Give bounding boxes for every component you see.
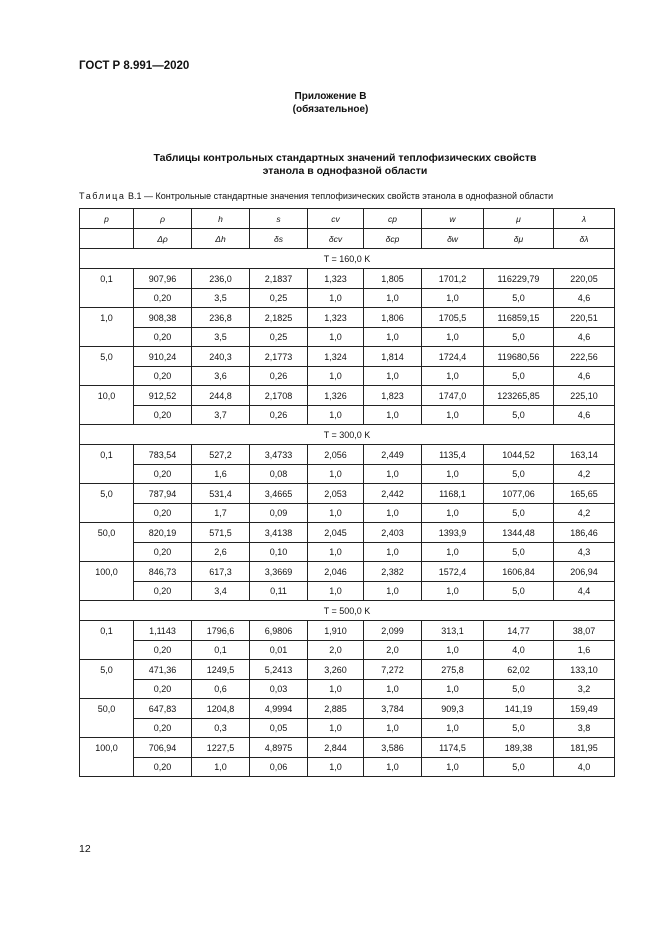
uncertainty-cell: 0,26	[250, 367, 308, 386]
uncertainty-cell: 1,0	[192, 758, 250, 777]
pressure-cell: 10,0	[80, 386, 134, 406]
uncertainty-row	[80, 367, 615, 386]
table-row	[80, 347, 615, 367]
column-header: w	[422, 209, 484, 229]
value-cell: 1,1143	[134, 621, 192, 641]
value-cell: 159,49	[554, 699, 615, 719]
uncertainty-cell: 0,20	[134, 582, 192, 601]
uncertainty-cell: 0,20	[134, 367, 192, 386]
value-cell: 4,9994	[250, 699, 308, 719]
uncertainty-cell: 0,20	[134, 289, 192, 308]
table-caption-label: Таблица	[79, 191, 126, 201]
uncertainty-cell: 5,0	[484, 328, 554, 347]
value-cell: 846,73	[134, 562, 192, 582]
value-cell: 123265,85	[484, 386, 554, 406]
uncertainty-row	[80, 719, 615, 738]
value-cell: 1174,5	[422, 738, 484, 758]
value-cell: 225,10	[554, 386, 615, 406]
uncertainty-cell: 1,0	[422, 582, 484, 601]
uncertainty-cell: 1,0	[364, 504, 422, 523]
uncertainty-cell: 0,20	[134, 465, 192, 484]
table-row	[80, 562, 615, 582]
uncertainty-cell: 0,03	[250, 680, 308, 699]
uncertainty-cell: 5,0	[484, 582, 554, 601]
column-header: p	[80, 209, 134, 229]
uncertainty-cell: 0,20	[134, 328, 192, 347]
table-row	[80, 699, 615, 719]
value-cell: 141,19	[484, 699, 554, 719]
uncertainty-cell: 0,20	[134, 504, 192, 523]
uncertainty-cell: 5,0	[484, 367, 554, 386]
uncertainty-cell: 5,0	[484, 406, 554, 425]
pressure-cell: 100,0	[80, 738, 134, 758]
table-row	[80, 386, 615, 406]
uncertainty-cell: 1,0	[422, 641, 484, 660]
value-cell: 1393,9	[422, 523, 484, 543]
value-cell: 186,46	[554, 523, 615, 543]
pressure-cell-empty	[80, 582, 134, 601]
table-row	[80, 445, 615, 465]
uncertainty-cell: 0,20	[134, 758, 192, 777]
uncertainty-cell: 0,1	[192, 641, 250, 660]
table-caption-text: — Контрольные стандартные значения теплофизических свойств этанола в однофазной области	[144, 191, 554, 201]
value-cell: 471,36	[134, 660, 192, 680]
value-cell: 38,07	[554, 621, 615, 641]
value-cell: 116229,79	[484, 269, 554, 289]
value-cell: 220,05	[554, 269, 615, 289]
value-cell: 910,24	[134, 347, 192, 367]
uncertainty-cell: 4,4	[554, 582, 615, 601]
value-cell: 1249,5	[192, 660, 250, 680]
uncertainty-cell: 5,0	[484, 758, 554, 777]
pressure-cell: 50,0	[80, 523, 134, 543]
value-cell: 1,324	[308, 347, 364, 367]
uncertainty-cell: 4,6	[554, 289, 615, 308]
column-header: cv	[308, 209, 364, 229]
uncertainty-cell: 5,0	[484, 289, 554, 308]
table-caption	[79, 191, 553, 201]
page-number: 12	[79, 843, 91, 855]
value-cell: 1701,2	[422, 269, 484, 289]
value-cell: 2,382	[364, 562, 422, 582]
uncertainty-row	[80, 582, 615, 601]
value-cell: 1204,8	[192, 699, 250, 719]
value-cell: 617,3	[192, 562, 250, 582]
uncertainty-cell: 4,6	[554, 328, 615, 347]
value-cell: 313,1	[422, 621, 484, 641]
section-title-line-1: Таблицы контрольных стандартных значений теплофизических свойств	[153, 152, 537, 164]
uncertainty-cell: 0,06	[250, 758, 308, 777]
column-subheader: δcp	[364, 229, 422, 249]
pressure-cell: 50,0	[80, 699, 134, 719]
uncertainty-cell: 0,3	[192, 719, 250, 738]
uncertainty-cell: 3,4	[192, 582, 250, 601]
value-cell: 133,10	[554, 660, 615, 680]
value-cell: 2,885	[308, 699, 364, 719]
uncertainty-cell: 1,7	[192, 504, 250, 523]
value-cell: 116859,15	[484, 308, 554, 328]
value-cell: 3,260	[308, 660, 364, 680]
pressure-cell-empty	[80, 504, 134, 523]
uncertainty-cell: 0,25	[250, 328, 308, 347]
value-cell: 1724,4	[422, 347, 484, 367]
pressure-cell-empty	[80, 328, 134, 347]
uncertainty-cell: 1,0	[308, 758, 364, 777]
column-header: ρ	[134, 209, 192, 229]
pressure-cell-empty	[80, 465, 134, 484]
value-cell: 531,4	[192, 484, 250, 504]
value-cell: 240,3	[192, 347, 250, 367]
uncertainty-cell: 1,0	[364, 582, 422, 601]
column-subheader: Δh	[192, 229, 250, 249]
value-cell: 2,844	[308, 738, 364, 758]
uncertainty-cell: 1,0	[364, 406, 422, 425]
value-cell: 1168,1	[422, 484, 484, 504]
column-header: h	[192, 209, 250, 229]
value-cell: 2,053	[308, 484, 364, 504]
uncertainty-cell: 3,6	[192, 367, 250, 386]
pressure-cell: 5,0	[80, 660, 134, 680]
uncertainty-row	[80, 328, 615, 347]
uncertainty-cell: 1,0	[422, 758, 484, 777]
uncertainty-cell: 1,0	[364, 465, 422, 484]
uncertainty-cell: 3,2	[554, 680, 615, 699]
column-subheader: δs	[250, 229, 308, 249]
uncertainty-cell: 4,2	[554, 504, 615, 523]
uncertainty-cell: 1,0	[364, 328, 422, 347]
header-row	[80, 209, 615, 229]
uncertainty-cell: 3,5	[192, 289, 250, 308]
value-cell: 3,4138	[250, 523, 308, 543]
value-cell: 5,2413	[250, 660, 308, 680]
uncertainty-cell: 1,0	[422, 465, 484, 484]
uncertainty-row	[80, 758, 615, 777]
value-cell: 2,1708	[250, 386, 308, 406]
column-subheader: δμ	[484, 229, 554, 249]
value-cell: 222,56	[554, 347, 615, 367]
pressure-cell-empty	[80, 289, 134, 308]
uncertainty-cell: 1,0	[308, 543, 364, 562]
value-cell: 2,442	[364, 484, 422, 504]
uncertainty-cell: 2,0	[308, 641, 364, 660]
value-cell: 1705,5	[422, 308, 484, 328]
uncertainty-cell: 1,0	[422, 680, 484, 699]
uncertainty-cell: 1,0	[308, 328, 364, 347]
value-cell: 236,0	[192, 269, 250, 289]
column-subheader: δw	[422, 229, 484, 249]
column-header: s	[250, 209, 308, 229]
uncertainty-cell: 0,08	[250, 465, 308, 484]
pressure-cell: 5,0	[80, 347, 134, 367]
uncertainty-cell: 1,0	[364, 543, 422, 562]
uncertainty-cell: 0,20	[134, 543, 192, 562]
value-cell: 2,1837	[250, 269, 308, 289]
uncertainty-cell: 0,05	[250, 719, 308, 738]
uncertainty-cell: 0,20	[134, 680, 192, 699]
column-subheader: δλ	[554, 229, 615, 249]
uncertainty-cell: 0,20	[134, 641, 192, 660]
temperature-label: T = 500,0 K	[80, 601, 615, 621]
value-cell: 1135,4	[422, 445, 484, 465]
uncertainty-cell: 5,0	[484, 465, 554, 484]
value-cell: 1077,06	[484, 484, 554, 504]
uncertainty-cell: 0,25	[250, 289, 308, 308]
pressure-cell: 0,1	[80, 445, 134, 465]
uncertainty-cell: 1,6	[192, 465, 250, 484]
uncertainty-cell: 1,0	[308, 719, 364, 738]
value-cell: 236,8	[192, 308, 250, 328]
value-cell: 206,94	[554, 562, 615, 582]
uncertainty-cell: 0,01	[250, 641, 308, 660]
value-cell: 62,02	[484, 660, 554, 680]
value-cell: 1344,48	[484, 523, 554, 543]
appendix-status: (обязательное)	[292, 104, 369, 115]
column-header: cp	[364, 209, 422, 229]
value-cell: 3,586	[364, 738, 422, 758]
uncertainty-cell: 0,11	[250, 582, 308, 601]
uncertainty-cell: 4,6	[554, 367, 615, 386]
value-cell: 783,54	[134, 445, 192, 465]
pressure-cell: 0,1	[80, 269, 134, 289]
column-header: μ	[484, 209, 554, 229]
uncertainty-row	[80, 543, 615, 562]
table-row	[80, 523, 615, 543]
value-cell: 1,323	[308, 308, 364, 328]
uncertainty-cell: 1,0	[422, 543, 484, 562]
pressure-cell-empty	[80, 680, 134, 699]
value-cell: 1,806	[364, 308, 422, 328]
uncertainty-row	[80, 465, 615, 484]
value-cell: 1572,4	[422, 562, 484, 582]
uncertainty-cell: 0,10	[250, 543, 308, 562]
value-cell: 3,784	[364, 699, 422, 719]
table-row	[80, 269, 615, 289]
uncertainty-cell: 0,6	[192, 680, 250, 699]
value-cell: 181,95	[554, 738, 615, 758]
table-row	[80, 738, 615, 758]
value-cell: 1,910	[308, 621, 364, 641]
value-cell: 1,805	[364, 269, 422, 289]
data-table	[79, 208, 615, 777]
document-code: ГОСТ Р 8.991—2020	[79, 60, 190, 72]
value-cell: 3,3669	[250, 562, 308, 582]
uncertainty-cell: 5,0	[484, 543, 554, 562]
uncertainty-cell: 3,5	[192, 328, 250, 347]
pressure-cell-empty	[80, 367, 134, 386]
value-cell: 908,38	[134, 308, 192, 328]
value-cell: 1044,52	[484, 445, 554, 465]
uncertainty-cell: 5,0	[484, 504, 554, 523]
column-subheader: Δρ	[134, 229, 192, 249]
uncertainty-cell: 1,0	[422, 289, 484, 308]
value-cell: 909,3	[422, 699, 484, 719]
column-header: λ	[554, 209, 615, 229]
section-title	[0, 152, 661, 178]
uncertainty-cell: 1,0	[422, 328, 484, 347]
uncertainty-cell: 2,0	[364, 641, 422, 660]
uncertainty-cell: 5,0	[484, 719, 554, 738]
uncertainty-cell: 0,20	[134, 406, 192, 425]
value-cell: 165,65	[554, 484, 615, 504]
value-cell: 275,8	[422, 660, 484, 680]
value-cell: 820,19	[134, 523, 192, 543]
uncertainty-row	[80, 289, 615, 308]
uncertainty-cell: 3,7	[192, 406, 250, 425]
value-cell: 907,96	[134, 269, 192, 289]
pressure-cell: 100,0	[80, 562, 134, 582]
uncertainty-cell: 1,0	[308, 582, 364, 601]
value-cell: 2,1773	[250, 347, 308, 367]
uncertainty-cell: 4,3	[554, 543, 615, 562]
pressure-cell-empty	[80, 758, 134, 777]
pressure-cell: 5,0	[80, 484, 134, 504]
temperature-label: T = 300,0 K	[80, 425, 615, 445]
value-cell: 1747,0	[422, 386, 484, 406]
value-cell: 220,51	[554, 308, 615, 328]
value-cell: 14,77	[484, 621, 554, 641]
pressure-cell: 1,0	[80, 308, 134, 328]
value-cell: 189,38	[484, 738, 554, 758]
uncertainty-cell: 3,8	[554, 719, 615, 738]
uncertainty-cell: 1,0	[364, 289, 422, 308]
temperature-row	[80, 601, 615, 621]
column-subheader: δcv	[308, 229, 364, 249]
pressure-cell: 0,1	[80, 621, 134, 641]
value-cell: 2,403	[364, 523, 422, 543]
uncertainty-row	[80, 680, 615, 699]
value-cell: 1,823	[364, 386, 422, 406]
value-cell: 2,1825	[250, 308, 308, 328]
value-cell: 7,272	[364, 660, 422, 680]
uncertainty-row	[80, 406, 615, 425]
table-row	[80, 484, 615, 504]
uncertainty-cell: 2,6	[192, 543, 250, 562]
pressure-cell-empty	[80, 641, 134, 660]
value-cell: 1,814	[364, 347, 422, 367]
value-cell: 1606,84	[484, 562, 554, 582]
uncertainty-cell: 4,0	[554, 758, 615, 777]
uncertainty-cell: 1,0	[308, 680, 364, 699]
uncertainty-row	[80, 504, 615, 523]
uncertainty-cell: 1,6	[554, 641, 615, 660]
uncertainty-cell: 1,0	[422, 406, 484, 425]
value-cell: 1,323	[308, 269, 364, 289]
uncertainty-cell: 4,6	[554, 406, 615, 425]
value-cell: 4,8975	[250, 738, 308, 758]
uncertainty-cell: 1,0	[308, 504, 364, 523]
value-cell: 527,2	[192, 445, 250, 465]
temperature-row	[80, 249, 615, 269]
value-cell: 2,056	[308, 445, 364, 465]
table-row	[80, 621, 615, 641]
uncertainty-cell: 1,0	[364, 758, 422, 777]
uncertainty-cell: 0,09	[250, 504, 308, 523]
pressure-cell-empty	[80, 406, 134, 425]
value-cell: 2,045	[308, 523, 364, 543]
uncertainty-cell: 1,0	[308, 406, 364, 425]
uncertainty-cell: 1,0	[364, 367, 422, 386]
uncertainty-cell: 5,0	[484, 680, 554, 699]
uncertainty-cell: 0,26	[250, 406, 308, 425]
uncertainty-cell: 1,0	[422, 367, 484, 386]
value-cell: 3,4733	[250, 445, 308, 465]
uncertainty-cell: 1,0	[422, 719, 484, 738]
value-cell: 571,5	[192, 523, 250, 543]
section-title-line-2: этанола в однофазной области	[262, 165, 428, 177]
value-cell: 119680,56	[484, 347, 554, 367]
value-cell: 647,83	[134, 699, 192, 719]
table-row	[80, 660, 615, 680]
appendix-title: Приложение В	[294, 91, 367, 102]
uncertainty-cell: 1,0	[308, 465, 364, 484]
temperature-label: T = 160,0 K	[80, 249, 615, 269]
temperature-row	[80, 425, 615, 445]
uncertainty-cell: 0,20	[134, 719, 192, 738]
pressure-cell-empty	[80, 719, 134, 738]
value-cell: 163,14	[554, 445, 615, 465]
value-cell: 787,94	[134, 484, 192, 504]
value-cell: 2,449	[364, 445, 422, 465]
value-cell: 1796,6	[192, 621, 250, 641]
uncertainty-cell: 1,0	[364, 719, 422, 738]
value-cell: 706,94	[134, 738, 192, 758]
uncertainty-cell: 1,0	[308, 367, 364, 386]
value-cell: 912,52	[134, 386, 192, 406]
uncertainty-cell: 1,0	[422, 504, 484, 523]
uncertainty-cell: 1,0	[364, 680, 422, 699]
uncertainty-cell: 4,0	[484, 641, 554, 660]
value-cell: 244,8	[192, 386, 250, 406]
pressure-cell-empty	[80, 543, 134, 562]
value-cell: 3,4665	[250, 484, 308, 504]
uncertainty-cell: 4,2	[554, 465, 615, 484]
value-cell: 1227,5	[192, 738, 250, 758]
table-row	[80, 308, 615, 328]
uncertainty-row	[80, 641, 615, 660]
value-cell: 2,099	[364, 621, 422, 641]
value-cell: 1,326	[308, 386, 364, 406]
uncertainty-cell: 1,0	[308, 289, 364, 308]
value-cell: 6,9806	[250, 621, 308, 641]
value-cell: 2,046	[308, 562, 364, 582]
table-caption-number: В.1	[128, 191, 142, 201]
column-subheader	[80, 229, 134, 249]
subheader-row	[80, 229, 615, 249]
appendix-heading	[0, 90, 661, 116]
